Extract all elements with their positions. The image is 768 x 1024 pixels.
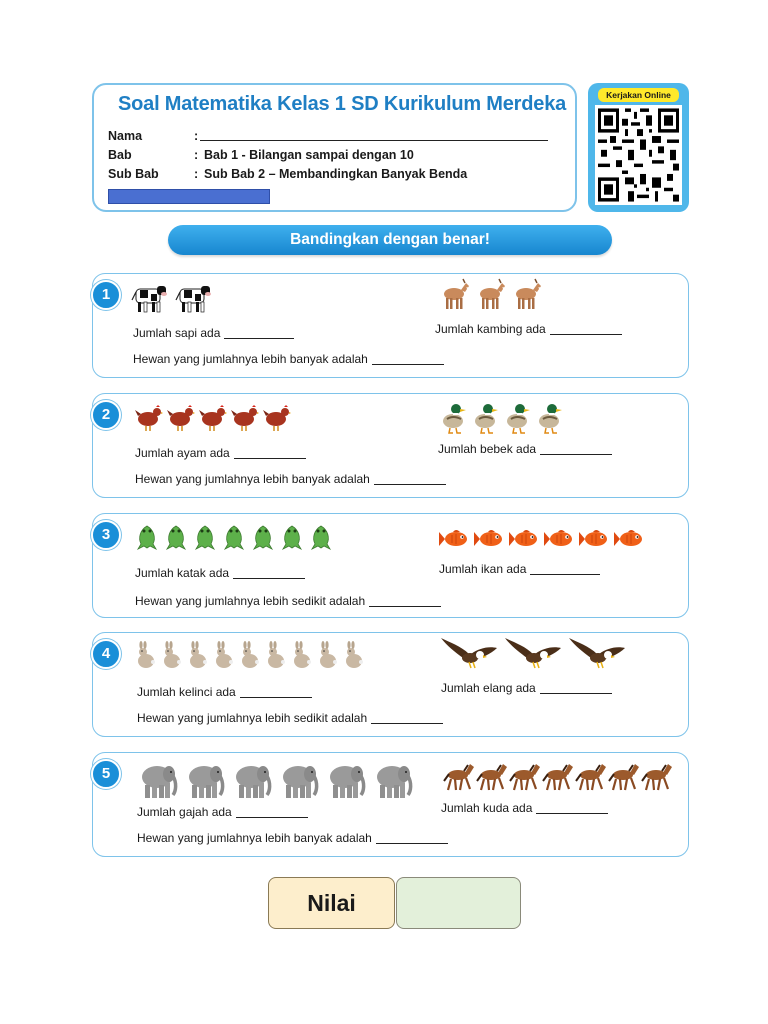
rabbit-icon [161, 641, 181, 674]
right-animal-group [443, 761, 673, 796]
right-count-prompt: Jumlah bebek ada [438, 442, 612, 456]
rabbit-icon [239, 641, 259, 674]
horse-icon [476, 761, 508, 796]
elephant-icon [231, 761, 273, 804]
instruction-banner: Bandingkan dengan benar! [168, 225, 612, 255]
answer-blank[interactable] [233, 568, 305, 579]
right-animal-group [439, 278, 543, 315]
rabbit-icon [291, 641, 311, 674]
answer-blank[interactable] [234, 448, 306, 459]
elephant-icon [137, 761, 179, 804]
frog-icon [135, 524, 159, 555]
frog-icon [193, 524, 217, 555]
right-animal-group [441, 636, 627, 677]
score-label: Nilai [268, 877, 395, 929]
name-input-line[interactable] [200, 140, 548, 141]
subchapter-label: Sub Bab [108, 167, 159, 181]
right-animal-group [439, 528, 644, 555]
elephant-icon [278, 761, 320, 804]
chicken-icon [263, 404, 291, 437]
answer-blank[interactable] [540, 683, 612, 694]
frog-icon [280, 524, 304, 555]
horse-icon [641, 761, 673, 796]
right-count-prompt: Jumlah ikan ada [439, 562, 600, 576]
duck-icon [503, 400, 531, 439]
right-count-prompt: Jumlah kambing ada [435, 322, 622, 336]
question-card-2 [92, 393, 689, 498]
eagle-icon [569, 636, 627, 677]
answer-blank[interactable] [224, 328, 294, 339]
cow-icon [131, 280, 169, 319]
answer-blank[interactable] [240, 687, 312, 698]
worksheet-title: Soal Matematika Kelas 1 SD Kurikulum Merdeka [118, 93, 567, 115]
comparison-question: Hewan yang jumlahnya lebih banyak adalah [135, 472, 446, 486]
goat-icon [511, 278, 543, 315]
right-count-prompt: Jumlah elang ada [441, 681, 612, 695]
elephant-icon [184, 761, 226, 804]
frog-icon [222, 524, 246, 555]
fish-icon [614, 528, 644, 555]
fish-icon [544, 528, 574, 555]
frog-icon [251, 524, 275, 555]
question-number: 5 [91, 759, 121, 789]
fish-icon [439, 528, 469, 555]
horse-icon [575, 761, 607, 796]
fish-icon [579, 528, 609, 555]
rabbit-icon [317, 641, 337, 674]
answer-blank[interactable] [536, 803, 608, 814]
answer-blank[interactable] [530, 564, 600, 575]
eagle-icon [505, 636, 563, 677]
subchapter-value: Sub Bab 2 – Membandingkan Banyak Benda [204, 167, 468, 181]
fish-icon [509, 528, 539, 555]
answer-blank[interactable] [374, 474, 446, 485]
goat-icon [475, 278, 507, 315]
elephant-icon [325, 761, 367, 804]
question-number: 2 [91, 400, 121, 430]
answer-blank[interactable] [540, 444, 612, 455]
question-card-1 [92, 273, 689, 378]
duck-icon [471, 400, 499, 439]
highlight-bar [108, 189, 270, 204]
frog-icon [309, 524, 333, 555]
answer-blank[interactable] [236, 807, 308, 818]
rabbit-icon [187, 641, 207, 674]
frog-icon [164, 524, 188, 555]
horse-icon [443, 761, 475, 796]
duck-icon [439, 400, 467, 439]
left-count-prompt: Jumlah kelinci ada [137, 685, 312, 699]
score-input-box[interactable] [396, 877, 521, 929]
left-animal-group [131, 280, 213, 319]
cow-icon [175, 280, 213, 319]
chicken-icon [135, 404, 163, 437]
name-label: Nama [108, 129, 143, 143]
answer-blank[interactable] [550, 324, 622, 335]
question-number: 4 [91, 639, 121, 669]
rabbit-icon [213, 641, 233, 674]
horse-icon [608, 761, 640, 796]
horse-icon [542, 761, 574, 796]
horse-icon [509, 761, 541, 796]
left-count-prompt: Jumlah ayam ada [135, 446, 306, 460]
left-count-prompt: Jumlah gajah ada [137, 805, 308, 819]
question-card-3 [92, 513, 689, 618]
answer-blank[interactable] [371, 713, 443, 724]
comparison-question: Hewan yang jumlahnya lebih sedikit adalah [137, 711, 443, 725]
question-card-4 [92, 632, 689, 737]
rabbit-icon [343, 641, 363, 674]
left-animal-group [135, 404, 291, 437]
chicken-icon [231, 404, 259, 437]
chapter-label: Bab [108, 148, 132, 162]
chapter-value: Bab 1 - Bilangan sampai dengan 10 [204, 148, 414, 162]
left-count-prompt: Jumlah sapi ada [133, 326, 294, 340]
right-animal-group [439, 400, 563, 439]
left-animal-group [135, 524, 333, 555]
online-tag: Kerjakan Online [598, 88, 679, 102]
answer-blank[interactable] [372, 354, 444, 365]
eagle-icon [441, 636, 499, 677]
left-count-prompt: Jumlah katak ada [135, 566, 305, 580]
question-number: 1 [91, 280, 121, 310]
elephant-icon [372, 761, 414, 804]
comparison-question: Hewan yang jumlahnya lebih banyak adalah [133, 352, 444, 366]
left-animal-group [137, 761, 414, 804]
chicken-icon [199, 404, 227, 437]
duck-icon [535, 400, 563, 439]
rabbit-icon [135, 641, 155, 674]
worksheet-header: Soal Matematika Kelas 1 SD Kurikulum Merdeka Nama : Bab : Bab 1 - Bilangan sampai dengan 10 Sub Bab : Sub Bab 2 – Membandingkan Banyak Benda [92, 83, 577, 212]
right-count-prompt: Jumlah kuda ada [441, 801, 608, 815]
left-animal-group [135, 641, 363, 674]
answer-blank[interactable] [376, 833, 448, 844]
qr-panel[interactable] [588, 83, 689, 212]
qr-code-icon [595, 105, 682, 205]
question-card-5 [92, 752, 689, 857]
comparison-question: Hewan yang jumlahnya lebih banyak adalah [137, 831, 448, 845]
chicken-icon [167, 404, 195, 437]
rabbit-icon [265, 641, 285, 674]
goat-icon [439, 278, 471, 315]
fish-icon [474, 528, 504, 555]
question-number: 3 [91, 520, 121, 550]
comparison-question: Hewan yang jumlahnya lebih sedikit adalah [135, 594, 441, 608]
answer-blank[interactable] [369, 596, 441, 607]
